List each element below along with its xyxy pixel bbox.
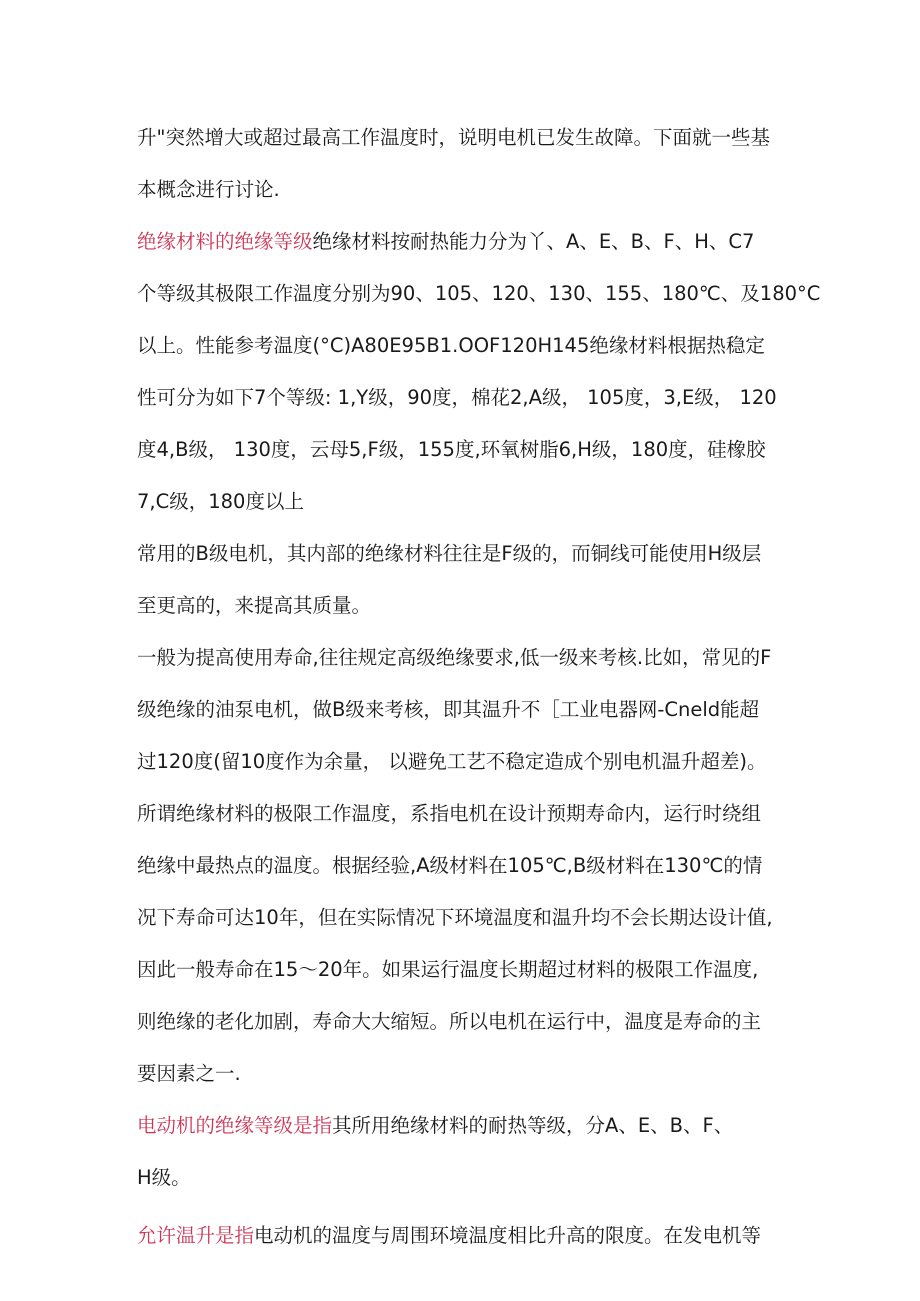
- text-line: 度4,B级， 130度，云母5,F级，155度,环氧树脂6,H级，180度，硅橡胶: [137, 438, 766, 461]
- text-line: 所谓绝缘材料的极限工作温度，系指电机在设计预期寿命内，运行时绕组: [137, 802, 762, 825]
- paragraph-7: [137, 1210, 797, 1262]
- text-line: 因此一般寿命在15～20年。如果运行温度长期超过材料的极限工作温度,: [137, 958, 759, 981]
- section-heading: 绝缘材料的绝缘等级: [137, 230, 313, 253]
- text-line: 本概念进行讨论.: [137, 178, 280, 201]
- text-line: 升"突然增大或超过最高工作温度时，说明电机已发生故障。下面就一些基: [137, 126, 770, 149]
- paragraph-2: [137, 216, 821, 528]
- text-line: H级。: [137, 1166, 191, 1189]
- text-span: 绝缘材料按耐热能力分为丫、A、E、B、F、H、C7: [312, 230, 755, 253]
- text-line: 则绝缘的老化加剧，寿命大大缩短。所以电机在运行中，温度是寿命的主: [137, 1010, 762, 1033]
- section-heading: 允许温升是指: [137, 1224, 255, 1247]
- paragraph-4: [137, 632, 797, 788]
- paragraph-6: [137, 1100, 797, 1204]
- text-line: 级绝缘的油泵电机，做B级来考核，即其温升不［工业电器网-Cneld能超: [137, 698, 760, 721]
- text-line: 一般为提高使用寿命,往往规定高级绝缘要求,低一级来考核.比如，常见的F: [137, 646, 772, 669]
- text-line: [137, 216, 797, 268]
- text-line: [137, 1100, 797, 1152]
- text-span: 其所用绝缘材料的耐热等级，分A、E、B、F、: [332, 1114, 734, 1137]
- text-line: [137, 1210, 797, 1262]
- text-line: 7,C级，180度以上: [137, 490, 304, 513]
- text-line: 况下寿命可达10年，但在实际情况下环境温度和温升均不会长期达设计值,: [137, 906, 773, 929]
- text-line: 以上。性能参考温度(°C)A80E95B1.OOF120H145绝缘材料根据热稳定: [137, 334, 765, 357]
- text-span: 电动机的温度与周围环境温度相比升高的限度。在发电机等: [254, 1224, 762, 1247]
- paragraph-3: [137, 528, 797, 632]
- text-line: 过120度(留10度作为余量， 以避免工艺不稳定造成个别电机温升超差)。: [137, 750, 767, 773]
- text-line: 常用的B级电机，其内部的绝缘材料往往是F级的，而铜线可能使用H级层: [137, 542, 762, 565]
- text-line: 性可分为如下7个等级: 1,Y级，90度，棉花2,A级， 105度，3,E级， 120: [137, 386, 777, 409]
- text-line: 至更高的，来提高其质量。: [137, 594, 372, 617]
- document-body: [137, 112, 821, 1262]
- text-line: 要因素之一.: [137, 1062, 241, 1085]
- text-line: 个等级其极限工作温度分别为90、105、120、130、155、180℃、及180°C: [137, 282, 821, 305]
- text-line: 绝缘中最热点的温度。根据经验,A级材料在105℃,B级材料在130℃的情: [137, 854, 763, 877]
- paragraph-5: [137, 788, 797, 1100]
- section-heading: 电动机的绝缘等级是指: [137, 1114, 333, 1137]
- paragraph-1: [137, 112, 797, 216]
